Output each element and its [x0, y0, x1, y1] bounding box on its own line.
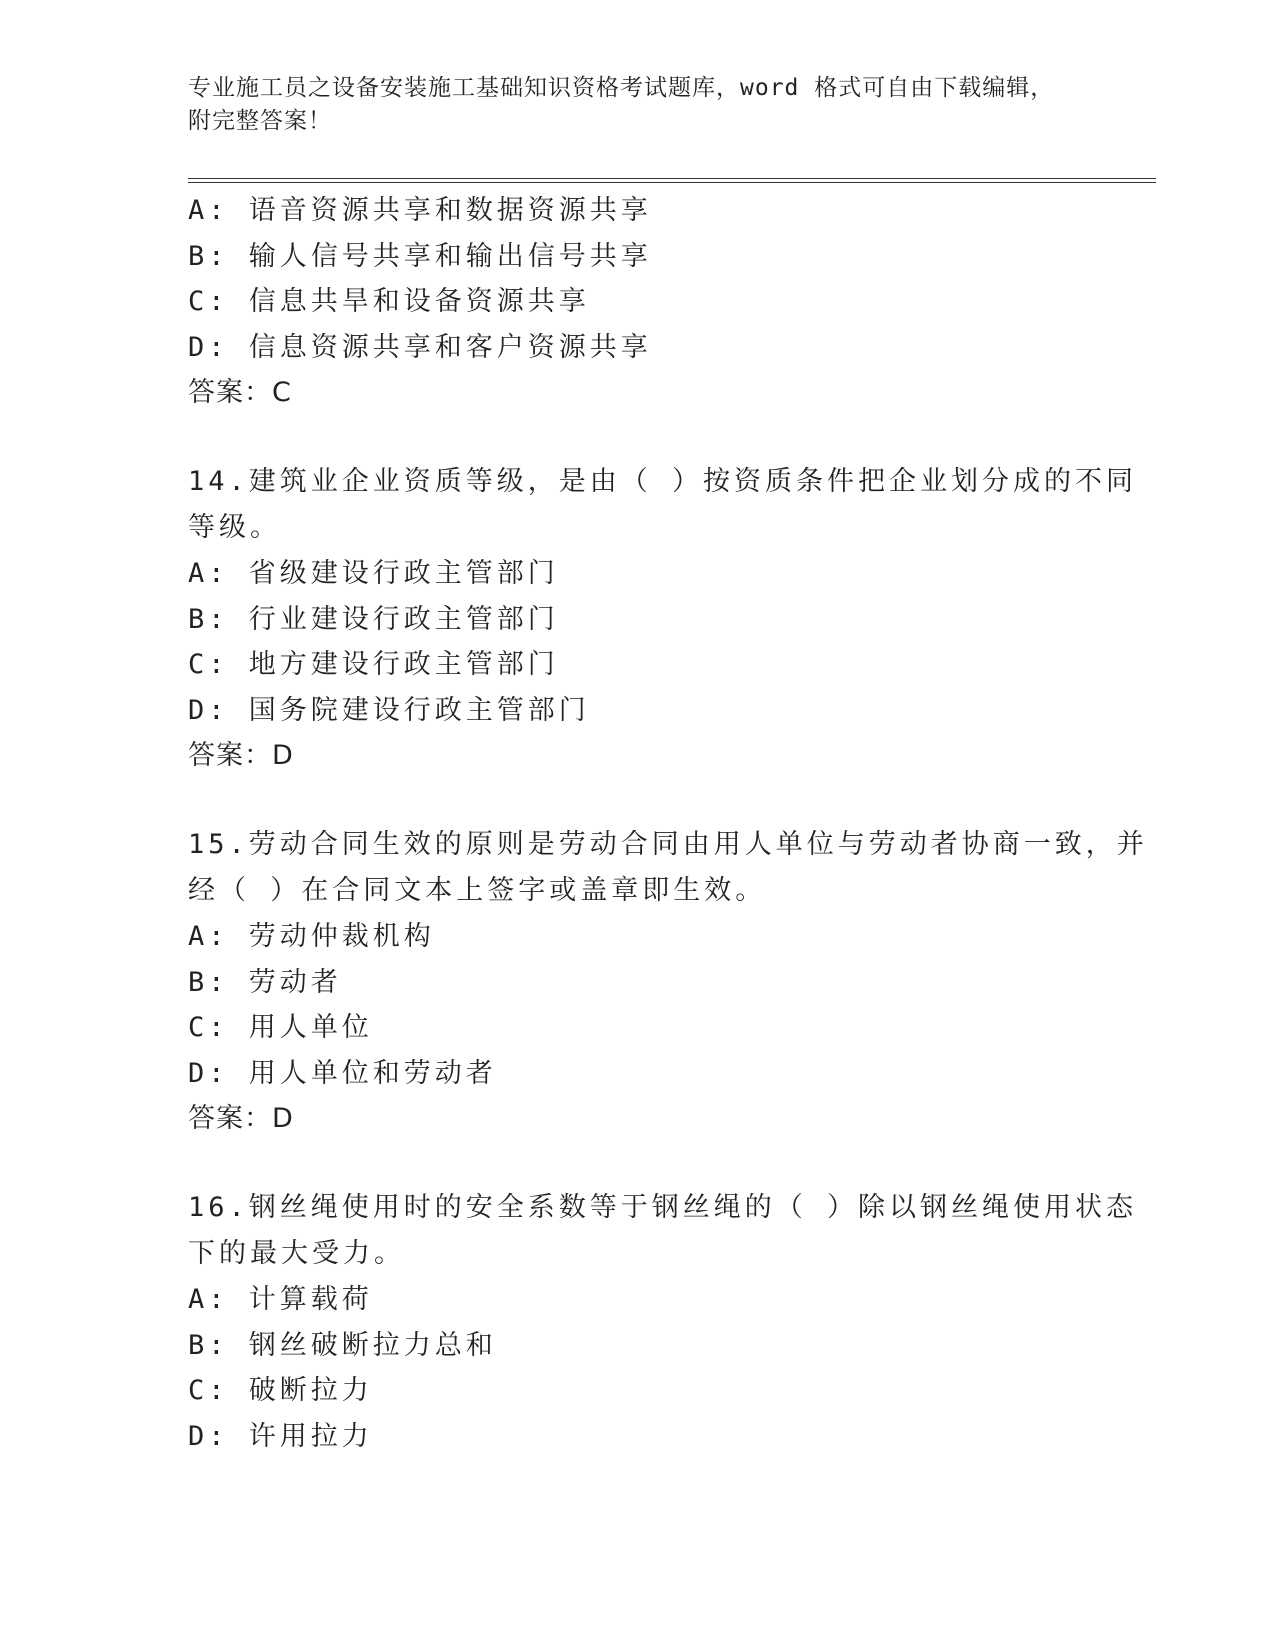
divider-line-top — [188, 178, 1156, 179]
question-16 — [188, 1185, 1138, 1459]
spacer — [188, 1142, 1088, 1185]
question-text-line-1: 15.劳动合同生效的原则是劳动合同由用人单位与劳动者协商一致，并 — [188, 829, 1148, 860]
option-c: C: 破断拉力 — [188, 1375, 373, 1406]
question-text-line-2: 下的最大受力。 — [188, 1238, 405, 1269]
option-a: A: 省级建设行政主管部门 — [188, 558, 559, 589]
question-text-line-1: 14.建筑业企业资质等级，是由（ ）按资质条件把企业划分成的不同 — [188, 466, 1138, 497]
page-header — [188, 72, 1068, 138]
question-text-line-1: 16.钢丝绳使用时的安全系数等于钢丝绳的（ ）除以钢丝绳使用状态 — [188, 1192, 1138, 1223]
question-list — [188, 188, 1148, 1459]
option-d: D: 许用拉力 — [188, 1420, 373, 1452]
option-b: B: 劳动者 — [188, 966, 342, 998]
divider-line-bottom — [188, 182, 1156, 183]
option-c: C: 用人单位 — [188, 1012, 373, 1043]
question-15 — [188, 822, 1148, 1142]
option-d: D: 用人单位和劳动者 — [188, 1057, 497, 1089]
option-b: B: 行业建设行政主管部门 — [188, 603, 559, 635]
option-a: A: 语音资源共享和数据资源共享 — [188, 195, 652, 226]
header-divider — [188, 178, 1156, 186]
answer-line: 答案：C — [188, 377, 292, 408]
option-d: D: 国务院建设行政主管部门 — [188, 694, 590, 726]
question-text-line-2: 经（ ）在合同文本上签字或盖章即生效。 — [188, 875, 767, 906]
option-b: B: 钢丝破断拉力总和 — [188, 1329, 497, 1361]
option-c: C: 地方建设行政主管部门 — [188, 649, 559, 680]
spacer — [188, 779, 1088, 822]
option-a: A: 计算载荷 — [188, 1284, 373, 1315]
option-c: C: 信息共旱和设备资源共享 — [188, 286, 590, 317]
question-13 — [188, 188, 1088, 416]
option-b: B: 输人信号共享和输出信号共享 — [188, 240, 652, 272]
answer-line: 答案：D — [188, 1103, 294, 1134]
spacer — [188, 416, 1088, 459]
header-text-line-1: 专业施工员之设备安装施工基础知识资格考试题库，word 格式可自由下载编辑， — [188, 75, 1055, 101]
option-a: A: 劳动仲裁机构 — [188, 921, 435, 952]
question-text-line-2: 等级。 — [188, 512, 281, 543]
answer-line: 答案：D — [188, 740, 294, 771]
header-text-line-2: 附完整答案！ — [188, 108, 332, 134]
option-d: D: 信息资源共享和客户资源共享 — [188, 331, 652, 363]
question-14 — [188, 459, 1138, 779]
